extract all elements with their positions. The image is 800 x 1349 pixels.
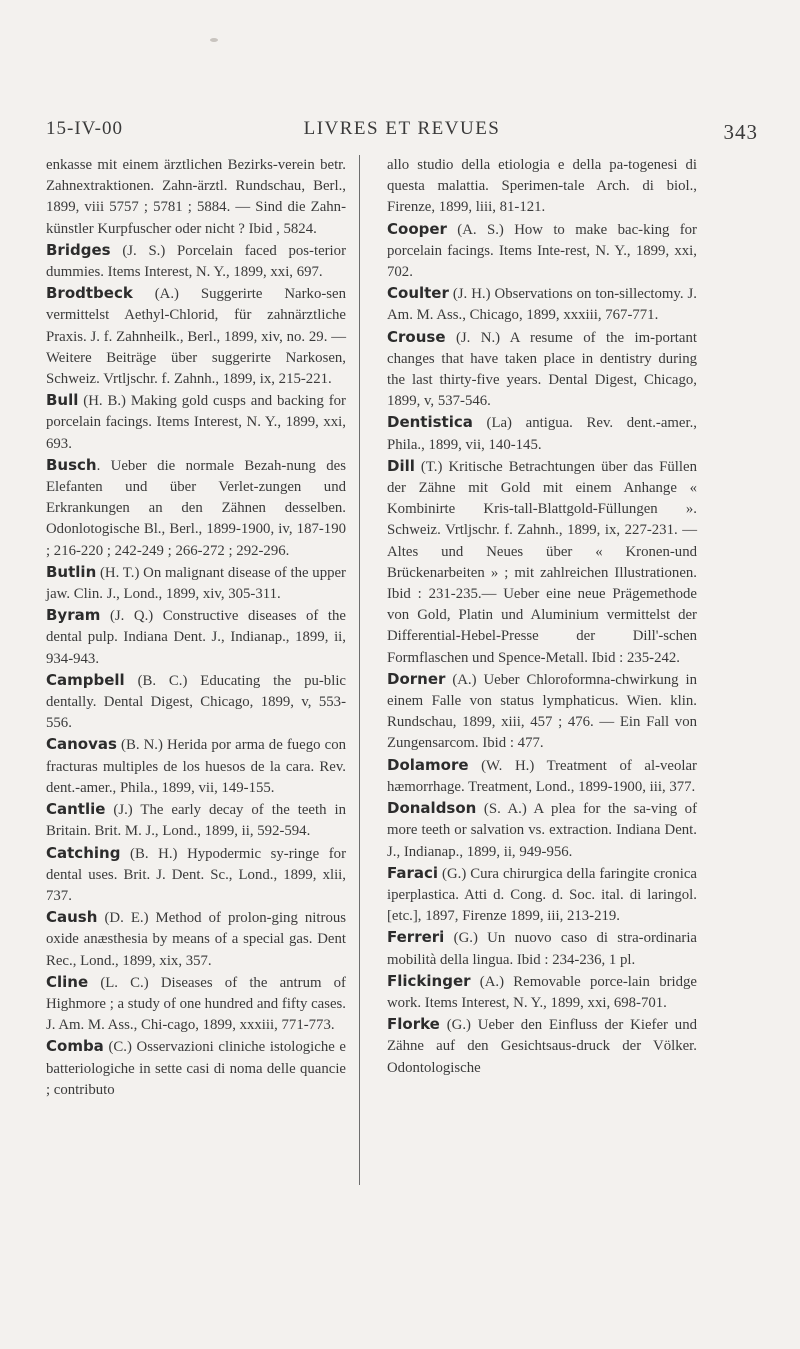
running-header [46, 118, 758, 148]
bibliography-entry [387, 755, 697, 798]
author-name: Comba [46, 1037, 104, 1056]
bibliography-entry [46, 605, 346, 670]
bibliography-entry [46, 972, 346, 1037]
bibliography-entry [46, 1036, 346, 1101]
author-name: Bull [46, 391, 79, 410]
column-divider [359, 155, 360, 1185]
bibliography-entry [46, 734, 346, 799]
bibliography-entry [46, 670, 346, 735]
author-name: Byram [46, 606, 101, 625]
bibliography-entry [46, 390, 346, 455]
entry-text: (A.) Removable porce-lain bridge work. Items Interest, N. Y., 1899, xxi, 698-701. [387, 973, 697, 1011]
author-name: Florke [387, 1015, 440, 1034]
entry-text: (B. N.) Herida por arma de fuego con fracturas multiples de los huesos de la cara. Rev. dent.-amer., Phila., 1899, vii, 149-155. [46, 737, 346, 796]
entry-text: (H. B.) Making gold cusps and backing for porcelain facings. Items Interest, N. Y., 1899, xxi, 693. [46, 393, 346, 452]
author-name: Coulter [387, 284, 449, 303]
author-name: Dorner [387, 669, 446, 688]
bibliography-entry [387, 798, 697, 863]
entry-text: (A.) Ueber Chloroformna-chwirkung in einem Falle von status lymphaticus. Wien. klin. Rundschau, 1899, xiii, 457 ; 476. — Ein Fall von Zungensarcom. Ibid : 477. [387, 671, 697, 752]
bibliography-entry [387, 669, 697, 755]
entry-text: (B. C.) Educating the pu-blic dentally. Dental Digest, Chicago, 1899, v, 553-556. [46, 672, 346, 732]
entry-text: (J. Q.) Constructive diseases of the dental pulp. Indiana Dent. J., Indianap., 1899, ii, 934-943. [46, 608, 346, 667]
author-name: Flickinger [387, 971, 471, 990]
bibliography-entry [387, 327, 697, 413]
entry-text: (W. H.) Treatment of al-veolar hæmorrhage. Treatment, Lond., 1899-1900, iii, 377. [387, 757, 697, 795]
entry-text: (C.) Osservazioni cliniche istologiche e batteriologiche in sette casi di noma delle quancie ; contributo [46, 1039, 346, 1098]
bibliography-entry [387, 283, 697, 326]
bibliography-entry [387, 412, 697, 455]
author-name: Busch [46, 455, 97, 474]
entry-text: (D. E.) Method of prolon-ging nitrous oxide anæsthesia by means of a special gas. Dent Rec., Lond., 1899, xix, 357. [46, 910, 346, 969]
author-name: Brodtbeck [46, 284, 133, 303]
author-name: Donaldson [387, 799, 477, 818]
author-name: Canovas [46, 735, 117, 754]
left-column [46, 154, 346, 1101]
author-name: Dill [387, 456, 415, 475]
bibliography-entry [387, 863, 697, 928]
bibliography-entry [387, 219, 697, 284]
entry-text: (J.) The early decay of the teeth in Britain. Brit. M. J., Lond., 1899, ii, 592-594. [46, 802, 346, 840]
author-name: Campbell [46, 670, 125, 689]
entry-text: (L. C.) Diseases of the antrum of Highmore ; a study of one hundred and fifty cases. J. Am. M. Ass., Chi-cago, 1899, xxxiii, 771-773. [46, 974, 346, 1034]
author-name: Caush [46, 908, 98, 927]
entry-text: enkasse mit einem ärztlichen Bezirks-verein betr. Zahnextraktionen. Zahn-ärztl. Rundschau, Berl., 1899, viii 5757 ; 5781 ; 5884. — Sind die Zahn-künstler Kurpfuscher oder nicht ? Ibid , 5824. [46, 157, 346, 237]
entry-text: (J. H.) Observations on ton-sillectomy. J. Am. M. Ass., Chicago, 1899, xxxiii, 767-771. [387, 286, 697, 324]
header-title: LIVRES ET REVUES [303, 118, 501, 139]
entry-text: (G.) Un nuovo caso di stra-ordinaria mobilità della lingua. Ibid : 234-236, 1 pl. [387, 930, 697, 968]
header-date: 15-IV-00 [46, 118, 123, 139]
author-name: Dolamore [387, 755, 469, 774]
paper-smudge [210, 38, 218, 42]
bibliography-entry [46, 283, 346, 390]
entry-text: (S. A.) A plea for the sa-ving of more teeth or salvation vs. extraction. Indiana Dent. J., Indianap., 1899, ii, 949-956. [387, 801, 697, 860]
author-name: Ferreri [387, 928, 445, 947]
page-number: 343 [723, 120, 758, 144]
bibliography-entry [387, 1014, 697, 1079]
entry-text: (La) antigua. Rev. dent.-amer., Phila., 1899, vii, 140-145. [387, 415, 697, 453]
entry-text: (J. S.) Porcelain faced pos-terior dummies. Items Interest, N. Y., 1899, xxi, 697. [46, 242, 346, 281]
entry-text: (G.) Ueber den Einfluss der Kiefer und Zähne auf den Gesichtsaus-druck der Völker. Odontologische [387, 1017, 697, 1076]
author-name: Catching [46, 843, 121, 862]
bibliography-entry [46, 843, 346, 908]
author-name: Cantlie [46, 800, 106, 819]
author-name: Cline [46, 972, 89, 991]
entry-text: (J. N.) A resume of the im-portant changes that have taken place in dentistry during the last thirty-five years. Dental Digest, Chicago, 1899, v, 537-546. [387, 329, 697, 410]
bibliography-entry [46, 562, 346, 605]
right-column [387, 154, 697, 1079]
entry-text: (A. S.) How to make bac-king for porcelain facings. Items Inte-rest, N. Y., 1899, xxi, 702. [387, 221, 697, 281]
entry-text: (B. H.) Hypodermic sy-ringe for dental uses. Brit. J. Dent. Sc., Lond., 1899, xlii, 737. [46, 845, 346, 904]
bibliography-entry [46, 799, 346, 842]
author-name: Bridges [46, 240, 111, 259]
bibliography-entry [46, 240, 346, 283]
entry-text: . Ueber die normale Bezah-nung des Elefanten und über Verlet-zungen und Erkrankungen an den Zähnen desselben. Odonlotogische Bl., Berl., 1899-1900, iv, 187-190 ; 216-220 ; 242-249 ; 266-272 ; 292-296. [46, 457, 346, 559]
entry-text: allo studio della etiologia e della pa-togenesi di questa malattia. Sperimen-tale Arch. di biol., Firenze, 1899, liii, 81-121. [387, 157, 697, 216]
entry-text: (G.) Cura chirurgica della faringite cronica iperplastica. Atti d. Cong. d. Soc. ital. di laringol. [etc.], 1897, Firenze 1899, iii, 213-219. [387, 865, 697, 925]
author-name: Faraci [387, 863, 439, 882]
bibliography-entry [46, 154, 346, 240]
bibliography-entry [387, 927, 697, 970]
entry-text: (A.) Suggerirte Narko-sen vermittelst Aethyl-Chlorid, für zahnärztliche Praxis. J. f. Zahnheilk., Berl., 1899, xiv, no. 29. — Weitere Beiträge über suggerirte Narkosen, Schweiz. Vrtljschr. f. Zahnh., 1899, ix, 215-221. [46, 286, 346, 388]
author-name: Butlin [46, 562, 97, 581]
author-name: Dentistica [387, 413, 473, 432]
bibliography-entry [387, 154, 697, 219]
author-name: Cooper [387, 219, 447, 238]
bibliography-entry [46, 455, 346, 562]
bibliography-entry [387, 456, 697, 669]
entry-text: (H. T.) On malignant disease of the upper jaw. Clin. J., Lond., 1899, xiv, 305-311. [46, 564, 346, 603]
author-name: Crouse [387, 327, 446, 346]
bibliography-entry [387, 971, 697, 1014]
bibliography-entry [46, 907, 346, 972]
entry-text: (T.) Kritische Betrachtungen über das Füllen der Zähne mit Gold mit einem Anhange « Kombinirte Kris-tall-Blattgold-Füllungen ». Schweiz. Vrtljschr. f. Zahnh., 1899, ix, 227-231. — Altes und Neues über « Kronen-und Brückenarbeiten » ; mit zahlreichen Illustrationen. Ibid : 231-235.— Ueber eine neue Prägemethode von Gold, Platin und Aluminium vermittelst der Differential-Hebel-Presse der Dill'-schen Formflaschen und Spence-Metall. Ibid : 235-242. [387, 458, 697, 666]
